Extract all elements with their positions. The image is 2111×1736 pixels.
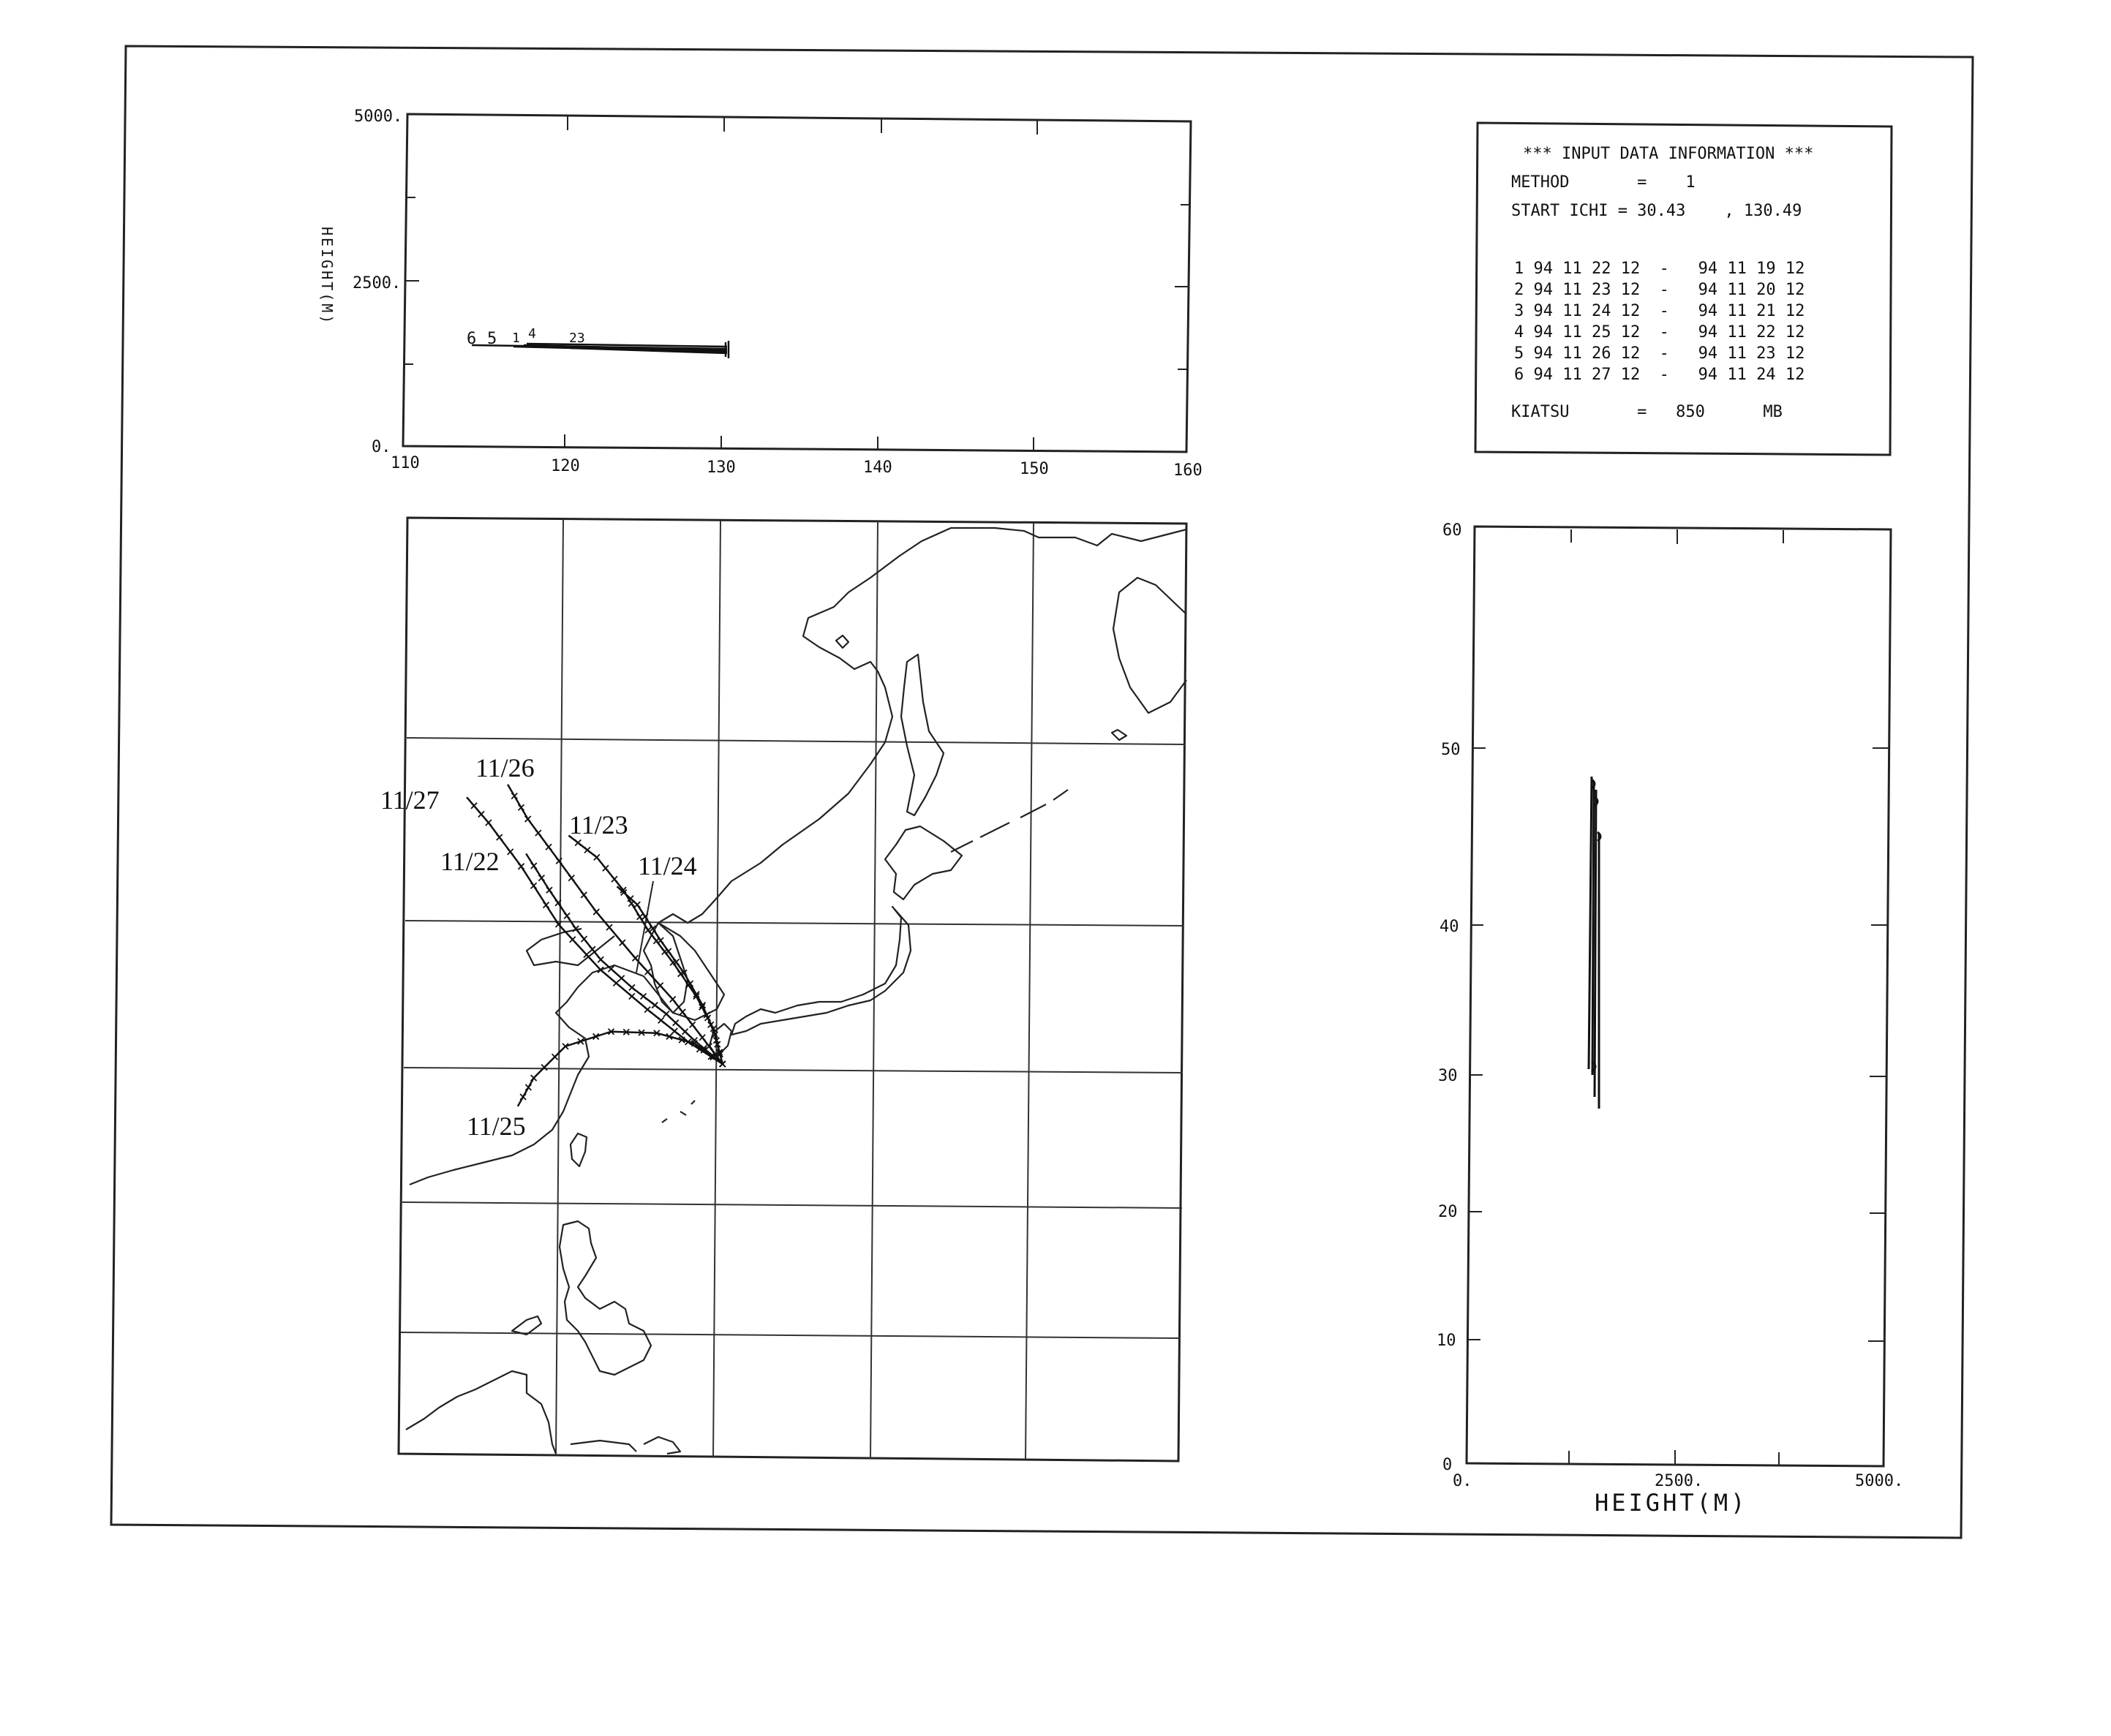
trajectory-marker — [478, 811, 484, 817]
trajectory-marker — [584, 952, 590, 958]
label-11-26: 11/26 — [475, 753, 535, 782]
trajectory-marker — [612, 876, 617, 882]
coast-taiwan — [571, 1133, 587, 1166]
trajectory-marker — [511, 793, 517, 799]
trajectory-marker — [658, 983, 663, 989]
trajectory-marker — [670, 997, 676, 1003]
trajectory-marker — [671, 1028, 677, 1034]
map-coastlines — [406, 528, 1186, 1454]
trajectory-marker — [690, 1022, 696, 1027]
trajectory-marker — [564, 913, 570, 918]
trajectory-marker — [620, 940, 625, 946]
info-method: METHOD = 1 — [1511, 173, 1696, 192]
lat-profile-frame — [1467, 527, 1891, 1466]
coast-kamchatka — [1113, 578, 1186, 713]
trajectory-marker — [518, 804, 524, 810]
xtick-120: 120 — [551, 457, 580, 475]
trajectory-marker — [680, 1009, 685, 1015]
trajectory-marker — [546, 887, 552, 893]
trajectory-marker — [593, 909, 599, 915]
coast-hokkaido — [885, 826, 962, 899]
trajectory-marker — [652, 1003, 658, 1008]
trajectory-marker — [531, 883, 537, 888]
label-11-22: 11/22 — [440, 847, 500, 876]
trajectory-marker — [531, 1075, 537, 1081]
coast-japan-islet — [836, 635, 848, 648]
lat-ytick-10: 10 — [1437, 1332, 1456, 1350]
trajectory-marker — [606, 924, 612, 930]
xtick-130: 130 — [707, 458, 736, 477]
trajectory-marker — [538, 875, 544, 881]
xtick-140: 140 — [863, 458, 892, 477]
track-label-6: 6 — [467, 330, 477, 348]
xtick-150: 150 — [1020, 460, 1049, 478]
latitude-height-chart — [1437, 521, 1903, 1517]
trajectory-marker — [575, 839, 581, 845]
trajectory-marker — [666, 948, 671, 954]
track-label-5: 5 — [487, 330, 497, 348]
info-row-5: 5 94 11 26 12 - 94 11 23 12 — [1514, 344, 1805, 363]
lat-xtick-5000: 5000. — [1855, 1472, 1904, 1490]
lat-ytick-0: 0 — [1442, 1456, 1453, 1474]
coast-sulawesi — [571, 1437, 680, 1454]
lat-ytick-40: 40 — [1440, 918, 1459, 936]
trajectory-marker — [497, 834, 503, 840]
lat-ytick-60: 60 — [1442, 521, 1462, 540]
trajectory-marker — [706, 1044, 712, 1049]
trajectory-marker — [598, 956, 603, 962]
info-row-6: 6 94 11 27 12 - 94 11 24 12 — [1514, 366, 1805, 384]
trajectory-map — [380, 518, 1186, 1461]
lat-ytick-50: 50 — [1441, 741, 1461, 759]
coast-kuril — [1112, 730, 1126, 740]
coast-asia-north — [410, 528, 1186, 1185]
trajectory-marker — [658, 937, 663, 943]
trajectory-marker — [535, 830, 541, 836]
trajectory-marker — [629, 994, 635, 1000]
xtick-160: 160 — [1173, 461, 1203, 480]
trajectory-marker — [590, 946, 595, 952]
coast-kuril-dash — [951, 790, 1068, 852]
ytick-2500: 2500. — [353, 274, 402, 293]
info-title: *** INPUT DATA INFORMATION *** — [1523, 145, 1814, 163]
trajectory-marker — [543, 902, 549, 908]
trajectory-marker — [584, 847, 590, 853]
coast-sakhalin — [901, 654, 944, 815]
trajectory-marker — [641, 994, 647, 1000]
xtick-110: 110 — [391, 454, 420, 472]
trajectory-marker — [546, 844, 552, 850]
trajectory-marker — [486, 820, 492, 826]
trajectory-marker — [525, 816, 531, 822]
trajectory-marker — [644, 1007, 650, 1013]
trajectory-marker — [520, 1094, 526, 1100]
trajectory-marker — [568, 875, 574, 881]
height-profile-chart — [318, 107, 1203, 480]
height-profile-frame — [403, 114, 1191, 452]
trajectory-marker — [658, 1017, 664, 1023]
info-kiatsu: KIATSU = 850 MB — [1511, 403, 1783, 421]
info-row-4: 4 94 11 25 12 - 94 11 22 12 — [1514, 323, 1805, 341]
coast-philippines — [560, 1221, 651, 1375]
lat-xtick-0: 0. — [1453, 1472, 1472, 1490]
trajectory-marker — [619, 975, 625, 981]
ytick-5000: 5000. — [354, 107, 403, 126]
trajectory-marker — [581, 892, 587, 898]
trajectory-marker — [570, 937, 576, 943]
info-row-2: 2 94 11 23 12 - 94 11 20 12 — [1514, 281, 1805, 299]
coast-ryukyu — [662, 1101, 695, 1122]
info-row-1: 1 94 11 22 12 - 94 11 19 12 — [1514, 260, 1805, 278]
trajectory-marker — [634, 902, 640, 907]
trajectory-marker — [699, 1035, 705, 1041]
ytick-0: 0. — [372, 438, 391, 456]
label-11-27: 11/27 — [380, 785, 440, 815]
trajectory-marker — [552, 1054, 558, 1060]
label-11-24: 11/24 — [638, 851, 697, 880]
trajectory-marker — [603, 865, 609, 871]
info-start: START ICHI = 30.43 , 130.49 — [1511, 202, 1802, 220]
track-label-1: 1 — [512, 331, 520, 346]
label-11-25: 11/25 — [467, 1112, 526, 1141]
height-profile-tracks — [472, 341, 729, 358]
trajectory-marker — [682, 1029, 688, 1035]
trajectory-marker — [541, 1065, 547, 1071]
lat-xtick-2500: 2500. — [1655, 1472, 1704, 1490]
track-label-4: 4 — [528, 326, 536, 341]
trajectory-marker — [673, 1020, 679, 1026]
lat-ytick-20: 20 — [1438, 1203, 1458, 1221]
info-row-3: 3 94 11 24 12 - 94 11 21 12 — [1514, 302, 1805, 320]
coast-borneo — [406, 1371, 556, 1454]
lat-profile-tracks — [1589, 777, 1600, 1109]
trajectory-marker — [613, 980, 619, 986]
trajectory-marker — [581, 936, 587, 942]
lat-ytick-30: 30 — [1438, 1067, 1458, 1085]
label-11-23: 11/23 — [569, 810, 628, 839]
lat-profile-xlabel: HEIGHT(M) — [1595, 1489, 1748, 1517]
trajectory-marker — [531, 863, 537, 869]
trajectory-marker — [508, 849, 513, 855]
trajectory-marker — [629, 984, 635, 990]
trajectory-marker — [663, 1011, 669, 1017]
coast-indochina — [512, 1316, 541, 1335]
trajectory-marker — [519, 864, 524, 869]
input-data-info-box — [1475, 123, 1892, 455]
trajectory-marker — [645, 969, 651, 975]
track-label-23: 23 — [569, 331, 585, 346]
trajectory-marker — [645, 927, 651, 933]
map-graticule — [401, 519, 1185, 1460]
trajectory-marker — [471, 803, 477, 809]
trajectory-marker — [594, 854, 600, 860]
trajectory-marker — [525, 1084, 531, 1090]
map-frame — [399, 518, 1186, 1461]
coast-honshu — [731, 907, 911, 1035]
trajectory-marker — [633, 955, 639, 961]
height-profile-ylabel: HEIGHT(M) — [318, 227, 336, 326]
